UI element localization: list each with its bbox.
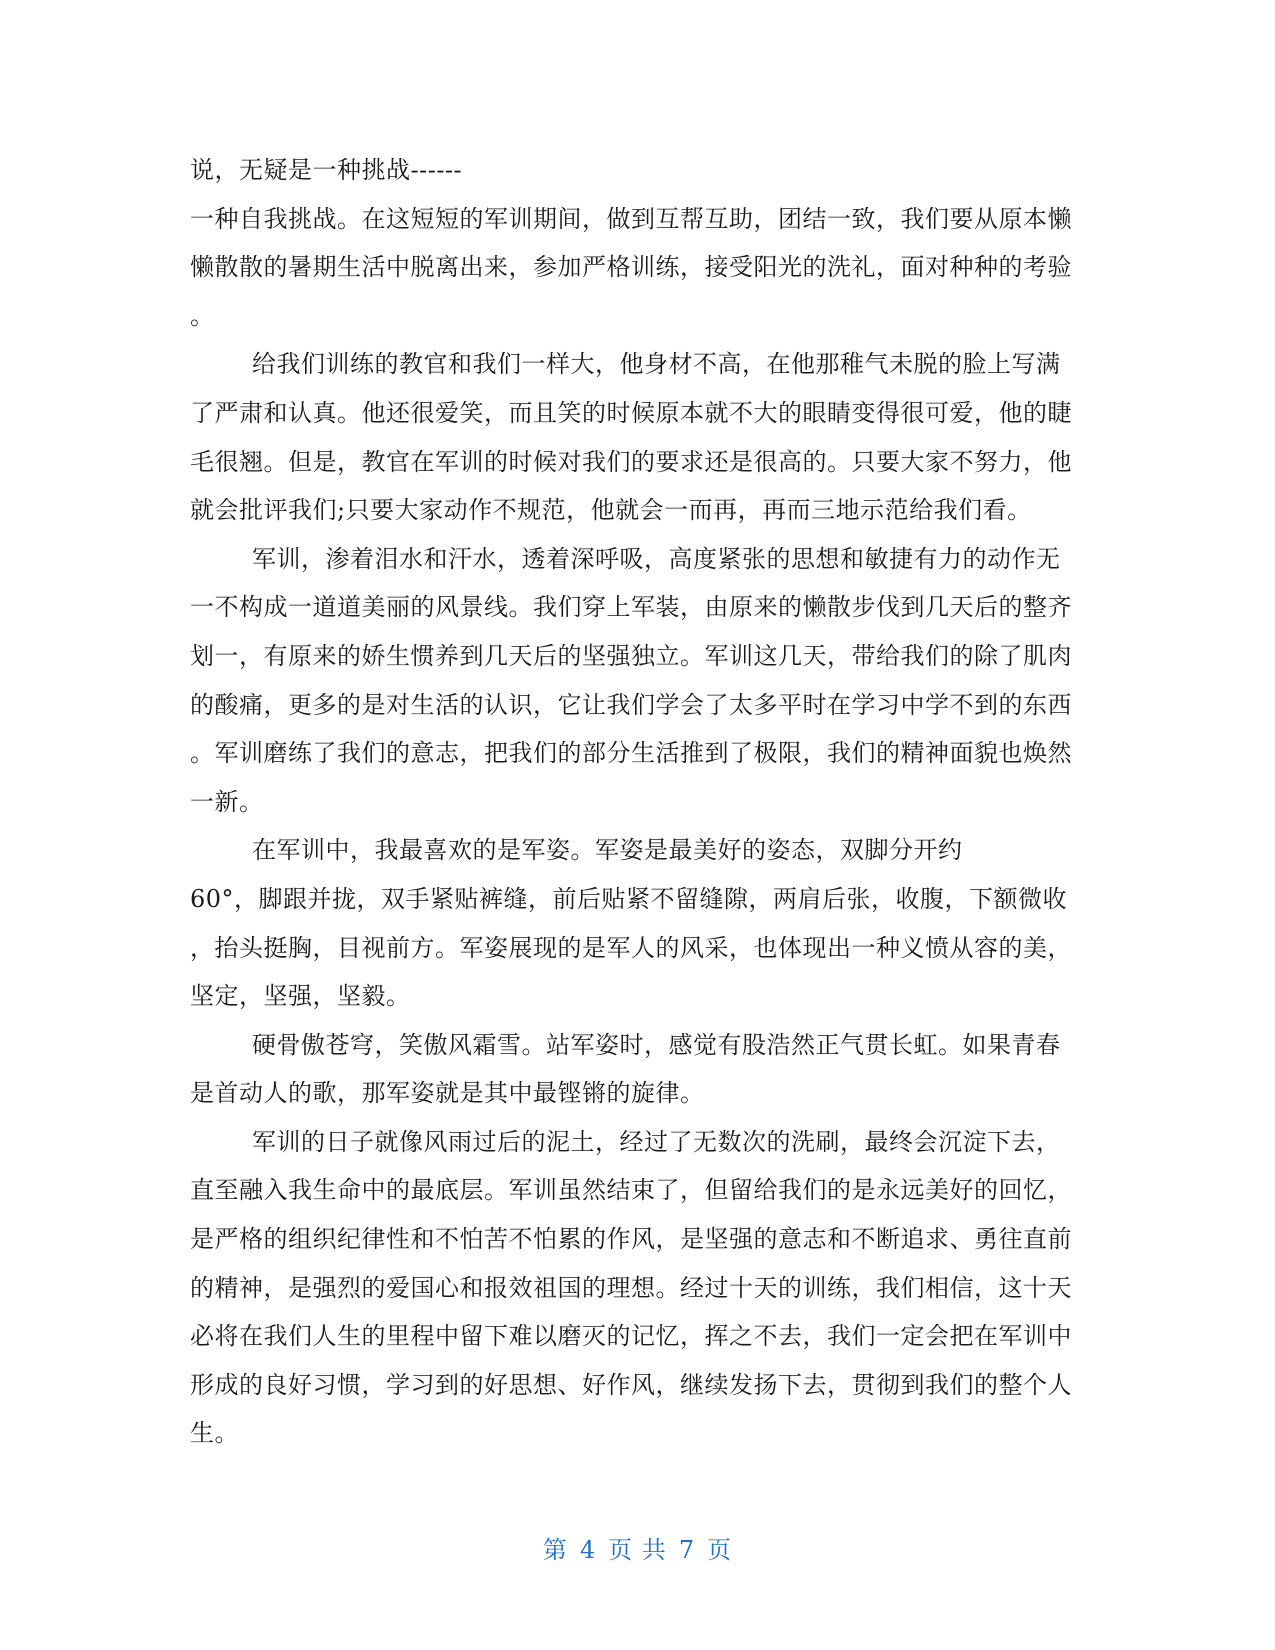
document-body xyxy=(190,146,1090,1458)
text-line: 就会批评我们;只要大家动作不规范，他就会一而再，再而三地示范给我们看。 xyxy=(190,496,1032,525)
text-line: 军训，渗着泪水和汗水，透着深呼吸，高度紧张的思想和敏捷有力的动作无 xyxy=(252,544,1061,573)
footer-prefix: 第 xyxy=(542,1536,568,1564)
text-line: 。军训磨练了我们的意志，把我们的部分生活推到了极限，我们的精神面貌也焕然 xyxy=(190,739,1072,768)
text-line: 一种自我挑战。在这短短的军训期间，做到互帮互助，团结一致，我们要从原本懒 xyxy=(190,204,1072,233)
footer-total-pages: 7 xyxy=(678,1536,696,1564)
text-line: 直至融入我生命中的最底层。军训虽然结束了，但留给我们的是永远美好的回忆， xyxy=(190,1176,1072,1205)
text-line: 一新。 xyxy=(190,787,264,816)
text-line: 了严肃和认真。他还很爱笑，而且笑的时候原本就不大的眼睛变得很可爱，他的睫 xyxy=(190,398,1072,427)
text-line: 形成的良好习惯，学习到的好思想、好作风，继续发扬下去，贯彻到我们的整个人 xyxy=(190,1370,1072,1399)
footer-suffix: 页 xyxy=(707,1536,733,1564)
text-line: ，抬头挺胸，目视前方。军姿展现的是军人的风采，也体现出一种义愤从容的美， xyxy=(190,933,1072,962)
footer-middle: 页 共 xyxy=(608,1536,667,1564)
text-line: 是首动人的歌，那军姿就是其中最铿锵的旋律。 xyxy=(190,1079,705,1108)
page-footer xyxy=(0,1530,1275,1565)
text-line: 的酸痛，更多的是对生活的认识，它让我们学会了太多平时在学习中学不到的东西 xyxy=(190,690,1072,719)
text-line: 毛很翘。但是，教官在军训的时候对我们的要求还是很高的。只要大家不努力，他 xyxy=(190,447,1072,476)
text-line: 60°，脚跟并拢，双手紧贴裤缝，前后贴紧不留缝隙，两肩后张，收腹，下额微收 xyxy=(190,884,1068,913)
text-line: 硬骨傲苍穹，笑傲风霜雪。站军姿时，感觉有股浩然正气贯长虹。如果青春 xyxy=(252,1030,1061,1059)
text-line: 懒散散的暑期生活中脱离出来，参加严格训练，接受阳光的洗礼，面对种种的考验 xyxy=(190,253,1072,282)
text-line: 一不构成一道道美丽的风景线。我们穿上军装，由原来的懒散步伐到几天后的整齐 xyxy=(190,593,1072,622)
text-line: 在军训中，我最喜欢的是军姿。军姿是最美好的姿态，双脚分开约 xyxy=(252,836,963,865)
text-line: 必将在我们人生的里程中留下难以磨灭的记忆，挥之不去，我们一定会把在军训中 xyxy=(190,1322,1072,1351)
text-line: 是严格的组织纪律性和不怕苦不怕累的作风，是坚强的意志和不断追求、勇往直前 xyxy=(190,1225,1072,1254)
text-line: 军训的日子就像风雨过后的泥土，经过了无数次的洗刷，最终会沉淀下去， xyxy=(252,1127,1061,1156)
text-line: 的精神，是强烈的爱国心和报效祖国的理想。经过十天的训练，我们相信，这十天 xyxy=(190,1273,1072,1302)
text-line: 说，无疑是一种挑战------ xyxy=(190,156,463,184)
text-line: 给我们训练的教官和我们一样大，他身材不高，在他那稚气未脱的脸上写满 xyxy=(252,350,1061,379)
text-line: 。 xyxy=(190,301,215,330)
text-line: 坚定，坚强，坚毅。 xyxy=(190,982,411,1011)
footer-current-page: 4 xyxy=(579,1536,597,1564)
text-line: 生。 xyxy=(190,1419,239,1448)
text-line: 划一，有原来的娇生惯养到几天后的坚强独立。军训这几天，带给我们的除了肌肉 xyxy=(190,641,1072,670)
